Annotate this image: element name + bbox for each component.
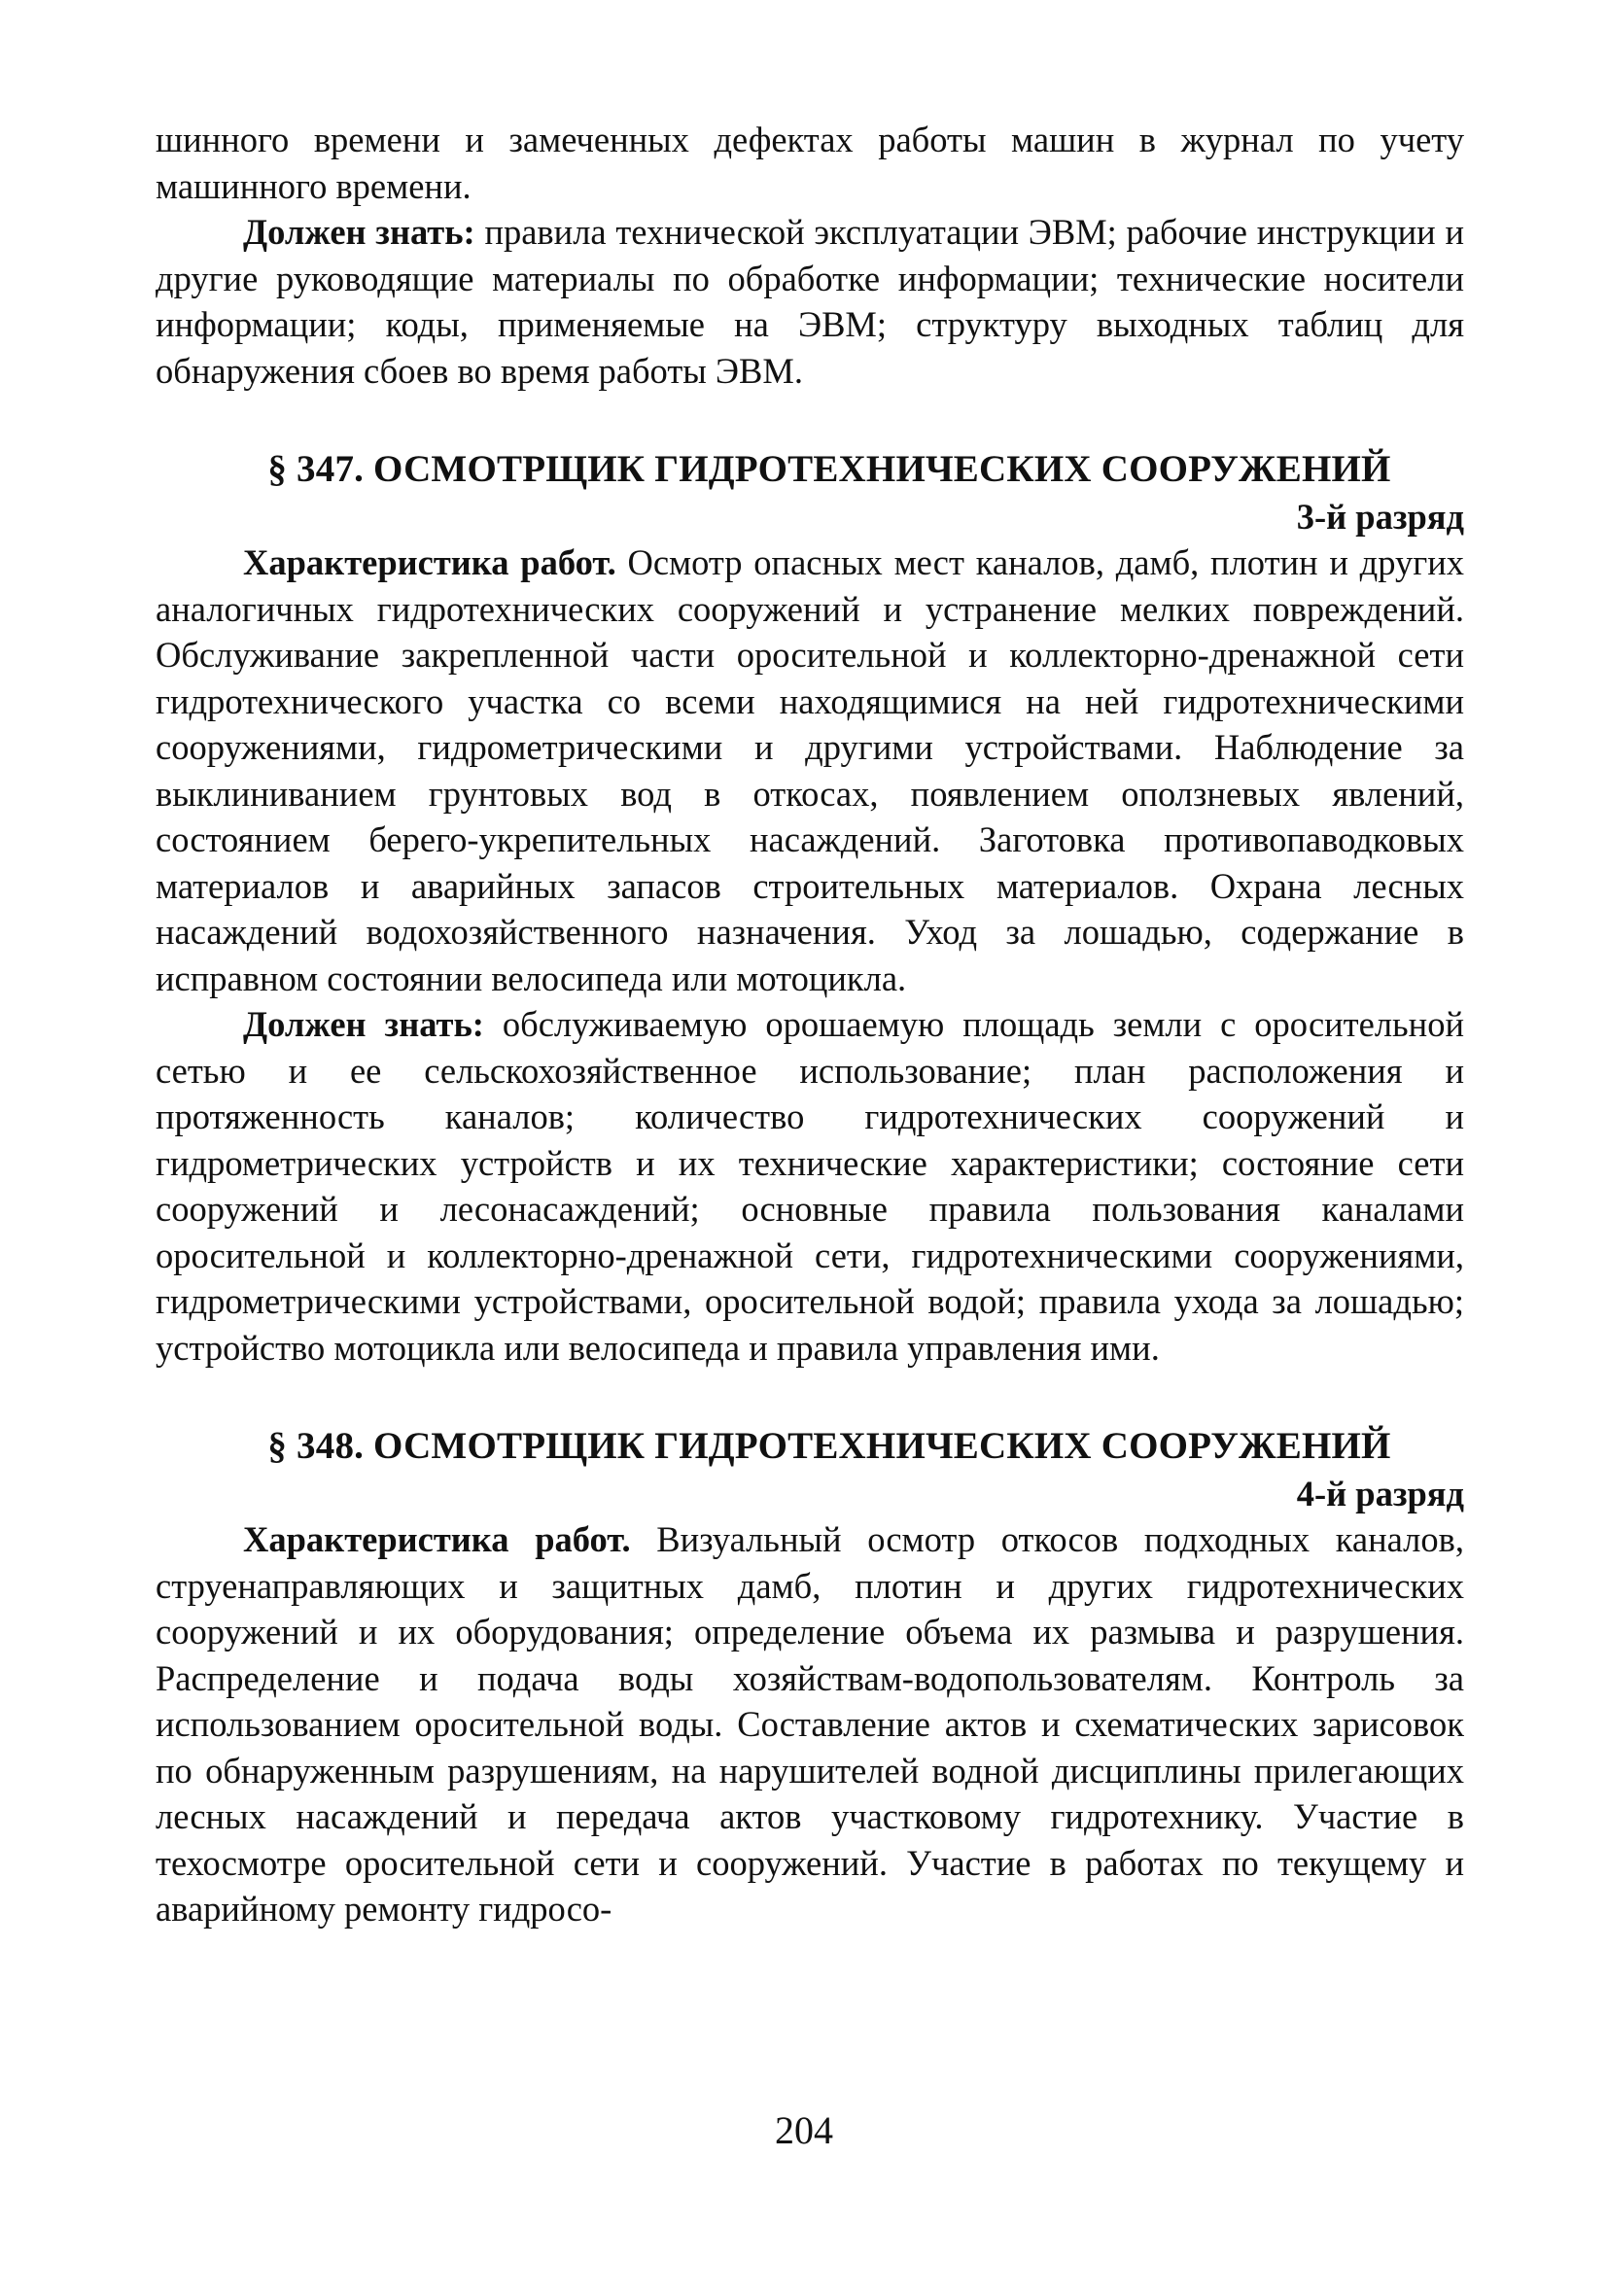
section-348-grade: 4-й разряд xyxy=(1296,1474,1464,1513)
intro-must-know-paragraph xyxy=(156,209,1464,394)
section-347-grade: 3-й разряд xyxy=(1296,497,1464,537)
section-348-work-paragraph xyxy=(156,1516,1464,1932)
section-348-work-text: Визуальный осмотр откосов подходных каналов, струенаправляющих и защитных дамб, плотин и других гидротехнических сооружений и их оборудования; определение объема их размыва и разрушения. Распределение и подача воды хозяйствам-водопользователям. Контроль за использованием оросительной воды. Составление актов и схематических зарисовок по обнаруженным разрушениям, на нарушителей водной дисциплины прилегающих лесных насаждений и передача актов участковому гидротехнику. Участие в техосмотре оросительной сети и сооружений. Участие в работах по текущему и аварийному ремонту гидросо- xyxy=(156,1519,1464,1929)
document-page xyxy=(156,117,1464,1932)
section-348-title: § 348. ОСМОТРЩИК ГИДРОТЕХНИЧЕСКИХ СООРУЖЕНИЙ xyxy=(267,1425,1391,1467)
section-347-must-know-paragraph xyxy=(156,1001,1464,1371)
section-347-title: § 347. ОСМОТРЩИК ГИДРОТЕХНИЧЕСКИХ СООРУЖЕНИЙ xyxy=(267,448,1391,490)
section-347-work-label: Характеристика работ. xyxy=(243,542,616,582)
section-348-work-label: Характеристика работ. xyxy=(243,1519,631,1559)
intro-must-know-text: правила технической эксплуатации ЭВМ; рабочие инструкции и другие руководящие материалы по обработке информации; технические носители информации; коды, применяемые на ЭВМ; структуру выходных таблиц для обнаружения сбоев во время работы ЭВМ. xyxy=(156,212,1464,391)
page-number: 204 xyxy=(775,2108,833,2152)
intro-must-know-label: Должен знать: xyxy=(243,212,475,252)
section-347-work-text: Осмотр опасных мест каналов, дамб, плотин и других аналогичных гидротехнических сооружений и устранение мелких повреждений. Обслуживание закрепленной части оросительной и коллекторно-дренажной сети гидротехнического участка со всеми находящимися на ней гидротехническими сооружениями, гидрометрическими и другими устройствами. Наблюдение за выклиниванием грунтовых вод в откосах, появлением оползневых явлений, состоянием берего-укрепительных насаждений. Заготовка противопаводковых материалов и аварийных запасов строительных материалов. Охрана лесных насаждений водохозяйственного назначения. Уход за лошадью, содержание в исправном состоянии велосипеда или мотоцикла. xyxy=(156,542,1464,998)
intro-continuation: шинного времени и замеченных дефектах работы машин в журнал по учету машинного времени. xyxy=(156,120,1464,206)
section-347-must-know-text: обслуживаемую орошаемую площадь земли с оросительной сетью и ее сельскохозяйственное использование; план расположения и протяженность каналов; количество гидротехнических сооружений и гидрометрических устройств и их технические характеристики; состояние сети сооружений и лесонасаждений; основные правила пользования каналами оросительной и коллекторно-дренажной сети, гидротехническими сооружениями, гидрометрическими устройствами, оросительной водой; правила ухода за лошадью; устройство мотоцикла или велосипеда и правила управления ими. xyxy=(156,1004,1464,1368)
section-347-work-paragraph xyxy=(156,539,1464,1001)
section-347-must-know-label: Должен знать: xyxy=(243,1004,484,1044)
